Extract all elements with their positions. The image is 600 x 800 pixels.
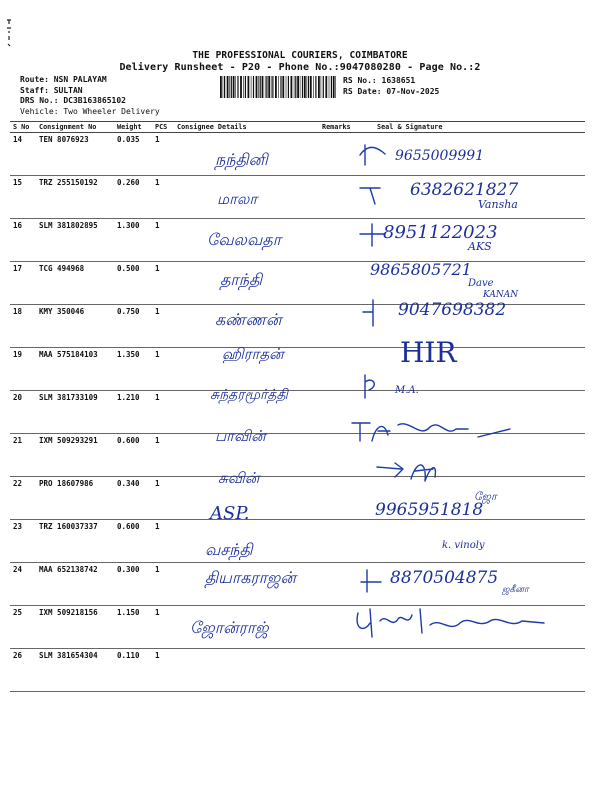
cell-consignment: TCG 494968 [36, 262, 114, 305]
cell-consignment: PRO 18607986 [36, 477, 114, 520]
handwritten-name: சுவின் [218, 469, 260, 487]
cell-remarks [319, 520, 374, 563]
cell-sno: 23 [10, 520, 36, 563]
col-header: PCS [152, 122, 174, 133]
route-text: Route: NSN PALAYAM [20, 75, 107, 84]
cell-pcs: 1 [152, 262, 174, 305]
barcode-bar [280, 76, 281, 98]
barcode-bar [335, 76, 336, 98]
drs-text: DRS No.: DC3B163865102 [20, 96, 126, 105]
cell-pcs: 1 [152, 434, 174, 477]
cell-weight: 0.035 [114, 133, 152, 176]
rs-no-text: RS No.: 1638651 [343, 76, 416, 85]
barcode-bar [260, 76, 261, 98]
signature-mark [355, 296, 395, 330]
cell-sno: 17 [10, 262, 36, 305]
signature-text: 9655009991 [395, 148, 485, 164]
barcode-bar [323, 76, 324, 98]
cell-weight: 0.340 [114, 477, 152, 520]
barcode-bar [227, 76, 229, 98]
signature-text: 9047698382 [398, 300, 507, 320]
barcode-bar [258, 76, 259, 98]
barcode-bar [240, 76, 242, 98]
handwritten-name: தியாகராஜன் [205, 568, 296, 587]
signature-mark [355, 372, 395, 402]
signature-text: 9965951818 [375, 500, 484, 520]
col-header: Remarks [319, 122, 374, 133]
barcode-bar [256, 76, 258, 98]
cell-pcs: 1 [152, 563, 174, 606]
barcode-bar [253, 76, 254, 98]
cell-pcs: 1 [152, 606, 174, 649]
barcode-bar [275, 76, 277, 98]
barcode-bar [271, 76, 272, 98]
barcode-bar [265, 76, 266, 98]
cell-pcs: 1 [152, 348, 174, 391]
cell-weight: 0.600 [114, 434, 152, 477]
barcode-bar [313, 76, 314, 98]
cell-pcs: 1 [152, 477, 174, 520]
barcode-bar [321, 76, 322, 98]
barcode-bar [268, 76, 270, 98]
runsheet-subtitle: Delivery Runsheet - P20 - Phone No.:9047080280 - Page No.:2 [119, 62, 481, 73]
cell-pcs: 1 [152, 520, 174, 563]
vehicle-text: Vehicle: Two Wheeler Delivery [20, 106, 160, 116]
signature-text: HIR [400, 336, 457, 369]
barcode-bar [282, 76, 284, 98]
cell-sno: 19 [10, 348, 36, 391]
col-header: Consignment No [36, 122, 114, 133]
barcode-bar [278, 76, 279, 98]
signature-text: 8951122023 [383, 222, 498, 243]
cell-consignment: TRZ 255150192 [36, 176, 114, 219]
cell-weight: 1.350 [114, 348, 152, 391]
signature-mark [355, 180, 395, 210]
table-row [10, 219, 585, 262]
cell-consignment: SLM 381802895 [36, 219, 114, 262]
col-header: Consignee Details [174, 122, 319, 133]
barcode-bar [224, 76, 225, 98]
col-header: Weight [114, 122, 152, 133]
corner-mark [5, 18, 15, 48]
handwritten-name: சுந்தரமூர்த்தி [210, 387, 288, 403]
barcode-bar [245, 76, 246, 98]
signature-mark [375, 455, 455, 487]
cell-consignment: TEN 8076923 [36, 133, 114, 176]
cell-weight: 0.260 [114, 176, 152, 219]
cell-weight: 0.750 [114, 305, 152, 348]
handwritten-name: மாலா [217, 190, 258, 208]
cell-weight: 1.210 [114, 391, 152, 434]
table-row [10, 520, 585, 563]
cell-sno: 15 [10, 176, 36, 219]
table-row [10, 563, 585, 606]
handwritten-name: பாவின் [215, 427, 266, 445]
handwritten-name: ஜோன்ராஜ் [190, 618, 269, 637]
signature-text: Dave [468, 278, 494, 289]
cell-consignment: IXM 509218156 [36, 606, 114, 649]
barcode-bar [243, 76, 244, 98]
barcode-bar [308, 76, 309, 98]
cell-sno: 16 [10, 219, 36, 262]
signature-text: ஜகீனா [502, 585, 529, 595]
cell-pcs: 1 [152, 391, 174, 434]
signature-mark [350, 415, 520, 445]
rs-date-text: RS Date: 07-Nov-2025 [343, 86, 440, 96]
cell-signature [374, 649, 585, 692]
barcode-bar [237, 76, 238, 98]
cell-weight: 0.600 [114, 520, 152, 563]
col-header: S No [10, 122, 36, 133]
cell-consignment: KMY 350046 [36, 305, 114, 348]
cell-weight: 0.500 [114, 262, 152, 305]
cell-sno: 18 [10, 305, 36, 348]
cell-consignment: SLM 381654304 [36, 649, 114, 692]
cell-weight: 0.110 [114, 649, 152, 692]
company-title: THE PROFESSIONAL COURIERS, COIMBATORE [192, 50, 408, 61]
barcode-bar [318, 76, 320, 98]
barcode-bar [304, 76, 306, 98]
cell-consignment: MAA 575184103 [36, 348, 114, 391]
cell-pcs: 1 [152, 305, 174, 348]
table-header-row [10, 122, 585, 133]
cell-pcs: 1 [152, 649, 174, 692]
cell-remarks [319, 649, 374, 692]
cell-sno: 22 [10, 477, 36, 520]
handwritten-name: நந்தினி [215, 150, 268, 169]
signature-text: k. vinoly [442, 540, 485, 551]
table-row [10, 649, 585, 692]
barcode [218, 76, 338, 98]
signature-text: ஜோ [474, 490, 497, 503]
table-row [10, 348, 585, 391]
signature-mark [355, 140, 395, 170]
cell-pcs: 1 [152, 176, 174, 219]
barcode-bar [248, 76, 250, 98]
cell-sno: 14 [10, 133, 36, 176]
barcode-bar [329, 76, 330, 98]
cell-sno: 26 [10, 649, 36, 692]
handwritten-name: வசந்தி [205, 540, 253, 559]
signature-text: AKS [468, 240, 492, 253]
handwritten-name: ASP. [210, 503, 250, 524]
barcode-bar [331, 76, 332, 98]
barcode-bar [291, 76, 293, 98]
barcode-bar [302, 76, 303, 98]
handwritten-name: தாந்தி [220, 270, 263, 289]
barcode-bar [229, 76, 230, 98]
handwritten-name: கண்ணன் [215, 310, 282, 329]
table-row [10, 133, 585, 176]
cell-sno: 25 [10, 606, 36, 649]
signature-text: 6382621827 [410, 180, 519, 200]
cell-sno: 21 [10, 434, 36, 477]
barcode-bar [231, 76, 232, 98]
cell-consignee [174, 649, 319, 692]
cell-sno: 20 [10, 391, 36, 434]
barcode-bar [295, 76, 296, 98]
cell-weight: 0.300 [114, 563, 152, 606]
barcode-bar [288, 76, 289, 98]
handwritten-name: ஹிராதன் [222, 345, 284, 363]
signature-mark [355, 566, 395, 596]
barcode-bar [294, 76, 295, 98]
meta-right [343, 76, 439, 97]
col-header: Seal & Signature [374, 122, 585, 133]
barcode-bar [266, 76, 267, 98]
barcode-bar [325, 76, 327, 98]
table-row [10, 477, 585, 520]
signature-text: KANAN [483, 290, 519, 300]
barcode-bar [220, 76, 222, 98]
barcode-bar [297, 76, 299, 98]
cell-pcs: 1 [152, 219, 174, 262]
barcode-bar [223, 76, 224, 98]
barcode-bar [235, 76, 236, 98]
cell-remarks [319, 477, 374, 520]
signature-mark [350, 603, 550, 643]
barcode-bar [310, 76, 312, 98]
barcode-bar [262, 76, 264, 98]
handwritten-name: வேலவதா [207, 230, 282, 249]
barcode-bar [286, 76, 287, 98]
barcode-bar [307, 76, 308, 98]
staff-text: Staff: SULTAN [20, 85, 83, 95]
cell-weight: 1.150 [114, 606, 152, 649]
cell-consignment: MAA 652138742 [36, 563, 114, 606]
meta-left [20, 75, 160, 117]
cell-consignment: TRZ 160037337 [36, 520, 114, 563]
barcode-bar [233, 76, 235, 98]
signature-text: Vansha [478, 198, 518, 211]
signature-text: 8870504875 [390, 568, 499, 588]
cell-sno: 24 [10, 563, 36, 606]
barcode-bar [333, 76, 335, 98]
barcode-bar [272, 76, 273, 98]
signature-text: 9865805721 [370, 260, 472, 279]
cell-pcs: 1 [152, 133, 174, 176]
barcode-bar [300, 76, 301, 98]
cell-consignment: SLM 381733109 [36, 391, 114, 434]
cell-weight: 1.300 [114, 219, 152, 262]
barcode-bar [251, 76, 252, 98]
barcode-bar [315, 76, 316, 98]
cell-consignment: IXM 509293291 [36, 434, 114, 477]
signature-text: M.A. [395, 385, 419, 396]
